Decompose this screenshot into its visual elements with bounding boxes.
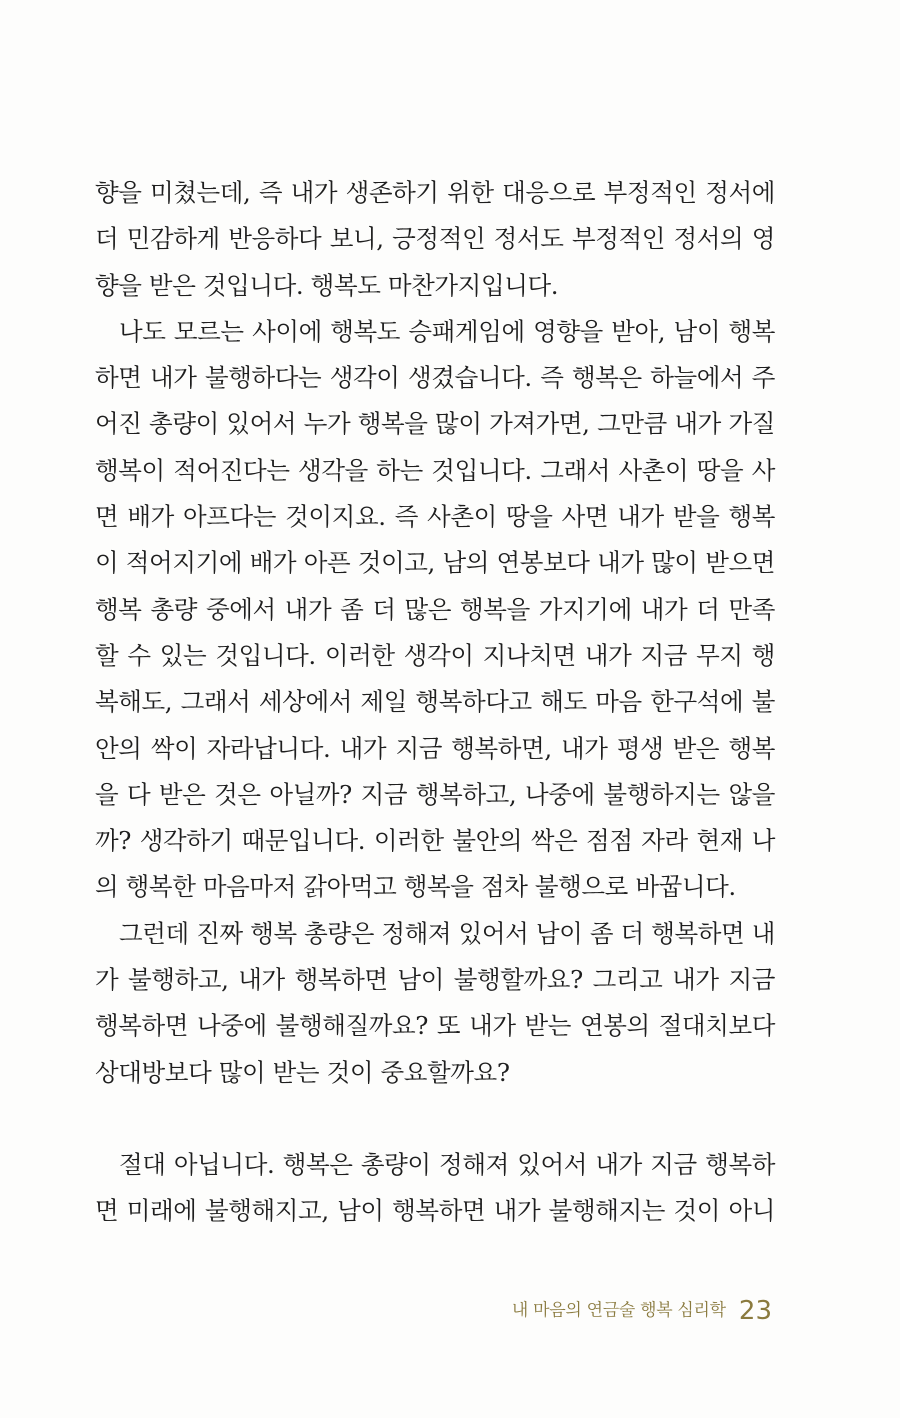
page-number: 23 bbox=[738, 1295, 772, 1326]
text-line: 을 다 받은 것은 아닐까? 지금 행복하고, 나중에 불행하지는 않을 bbox=[95, 779, 775, 809]
running-title: 내 마음의 연금술 행복 심리학 bbox=[511, 1300, 726, 1321]
text-line: 행복이 적어진다는 생각을 하는 것입니다. 그래서 사촌이 땅을 사 bbox=[95, 455, 775, 485]
text-line: 그런데 진짜 행복 총량은 정해져 있어서 남이 좀 더 행복하면 내 bbox=[119, 918, 775, 948]
text-line: 행복 총량 중에서 내가 좀 더 많은 행복을 가지기에 내가 더 만족 bbox=[95, 594, 775, 624]
text-line: 어진 총량이 있어서 누가 행복을 많이 가져가면, 그만큼 내가 가질 bbox=[95, 409, 775, 439]
text-line: 면 배가 아프다는 것이지요. 즉 사촌이 땅을 사면 내가 받을 행복 bbox=[95, 502, 775, 532]
text-line: 행복하면 나중에 불행해질까요? 또 내가 받는 연봉의 절대치보다 bbox=[95, 1011, 775, 1041]
text-line: 복해도, 그래서 세상에서 제일 행복하다고 해도 마음 한구석에 불 bbox=[95, 687, 775, 717]
section-gap bbox=[95, 1096, 775, 1142]
text-line: 할 수 있는 것입니다. 이러한 생각이 지나치면 내가 지금 무지 행 bbox=[95, 640, 775, 670]
text-line: 향을 받은 것입니다. 행복도 마찬가지입니다. bbox=[95, 270, 559, 300]
text-line: 이 적어지기에 배가 아픈 것이고, 남의 연봉보다 내가 많이 받으면 bbox=[95, 548, 775, 578]
text-line: 까? 생각하기 때문입니다. 이러한 불안의 싹은 점점 자라 현재 나 bbox=[95, 826, 775, 856]
page-footer bbox=[512, 1292, 772, 1328]
text-line: 하면 내가 불행하다는 생각이 생겼습니다. 즉 행복은 하늘에서 주 bbox=[95, 363, 775, 393]
text-line: 더 민감하게 반응하다 보니, 긍정적인 정서도 부정적인 정서의 영 bbox=[95, 224, 775, 254]
text-line: 상대방보다 많이 받는 것이 중요할까요? bbox=[95, 1057, 510, 1087]
text-line: 안의 싹이 자라납니다. 내가 지금 행복하면, 내가 평생 받은 행복 bbox=[95, 733, 775, 763]
text-line: 의 행복한 마음마저 갉아먹고 행복을 점차 불행으로 바꿉니다. bbox=[95, 872, 736, 902]
text-line: 가 불행하고, 내가 행복하면 남이 불행할까요? 그리고 내가 지금 bbox=[95, 965, 775, 995]
text-line: 향을 미쳤는데, 즉 내가 생존하기 위한 대응으로 부정적인 정서에 bbox=[95, 178, 775, 207]
text-line: 면 미래에 불행해지고, 남이 행복하면 내가 불행해지는 것이 아니 bbox=[95, 1196, 775, 1226]
body-text bbox=[95, 170, 775, 1235]
text-line: 절대 아닙니다. 행복은 총량이 정해져 있어서 내가 지금 행복하 bbox=[119, 1149, 775, 1179]
text-line: 나도 모르는 사이에 행복도 승패게임에 영향을 받아, 남이 행복 bbox=[119, 316, 775, 346]
